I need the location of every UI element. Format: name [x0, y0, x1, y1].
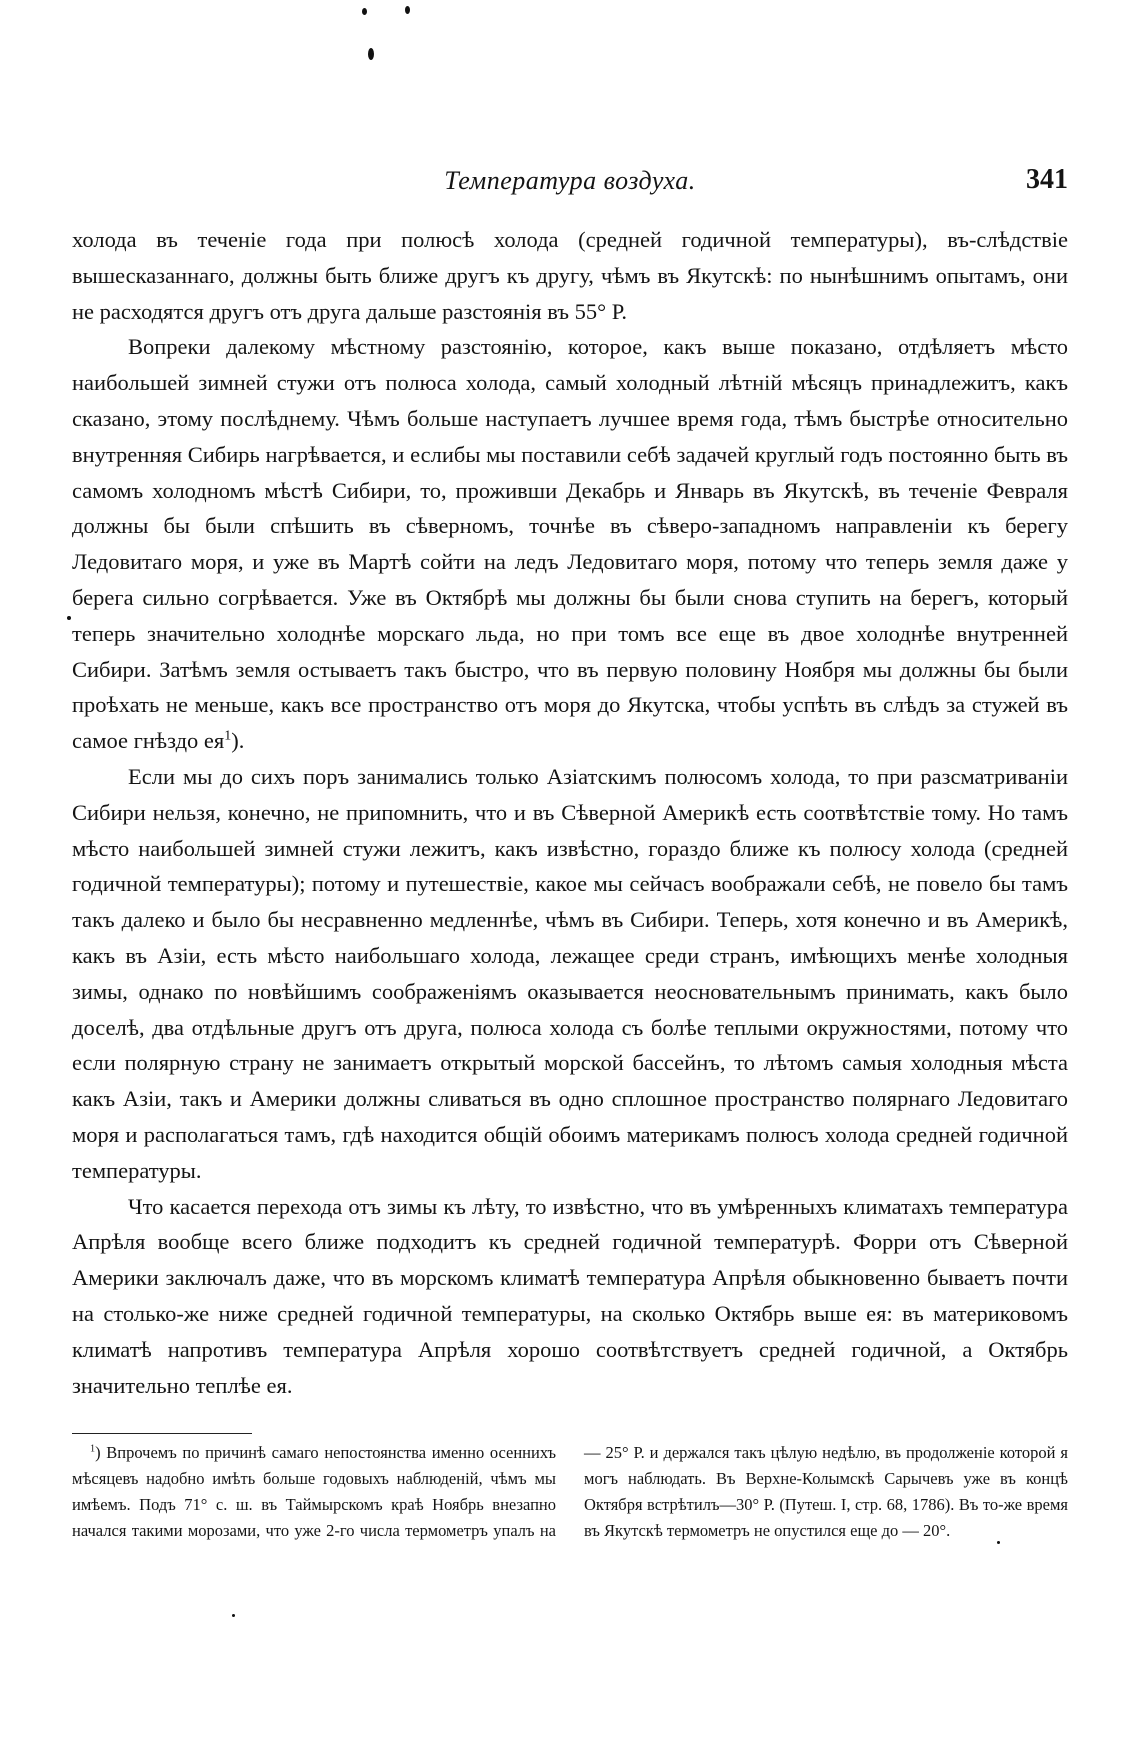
- footnotes: [72, 1440, 1068, 1544]
- footnote-1: [72, 1440, 1068, 1544]
- running-title: Температура воздуха.: [444, 166, 696, 195]
- scan-speck: [362, 8, 367, 15]
- paragraph-4: Что касается перехода отъ зимы къ лѣту, то извѣстно, что въ умѣренныхъ климатахъ температура Апрѣля вообще всего ближе подходитъ къ средней годичной температурѣ. Форри отъ Сѣверной Америки заключалъ даже, что въ морскомъ климатѣ температура Апрѣля обыкновенно бываетъ почти на столько-же ниже средней годичной температуры, на сколько Октябрь выше ея: въ материковомъ климатѣ напротивъ температура Апрѣля хорошо соотвѣтствуетъ средней годичной, а Октябрь значительно теплѣе ея.: [72, 1193, 1068, 1398]
- page-number: 341: [1026, 164, 1068, 195]
- paragraph-1: холода въ теченіе года при полюсѣ холода (средней годичной температуры), въ-слѣдствіе вышесказаннаго, должны быть ближе другъ къ другу, чѣмъ въ Якутскѣ: по нынѣшнимъ опытамъ, они не расходятся другъ отъ друга дальше разстоянія въ 55° Р.: [72, 227, 1068, 324]
- paragraph-2: [72, 329, 1068, 759]
- paragraph-2-end: ).: [231, 728, 245, 754]
- footnote-divider: [72, 1433, 252, 1434]
- footnote-reference[interactable]: 1: [224, 728, 232, 744]
- footnote-marker-suffix: ): [95, 1443, 101, 1462]
- body-text: [72, 222, 1068, 1403]
- scan-speck: [67, 616, 71, 620]
- footnote-text: Впрочемъ по причинѣ самаго непостоянства именно осеннихъ мѣсяцевъ надобно имѣть больше годовыхъ наблюденій, чѣмъ мы имѣемъ. Подъ 71° с. ш. въ Таймырскомъ краѣ Ноябрь внезапно начался такими морозами, что уже 2-го числа термометръ упалъ на — 25° Р. и держался такъ цѣлую недѣлю, въ продолженіе которой я могъ наблюдать. Въ Верхне-Колымскѣ Сарычевъ уже въ концѣ Октября встрѣтилъ—30° Р. (Путеш. I, стр. 68, 1786). Въ то-же время въ Якутскѣ термометръ не опустился еще до — 20°.: [72, 1443, 1068, 1540]
- scan-speck: [405, 6, 410, 14]
- scan-speck: [368, 48, 374, 60]
- footnote-marker: 1: [90, 1443, 96, 1455]
- scan-speck: [232, 1614, 235, 1617]
- paragraph-2-text: Вопреки далекому мѣстному разстоянію, которое, какъ выше показано, отдѣляетъ мѣсто наибольшей зимней стужи отъ полюса холода, самый холодный лѣтній мѣсяцъ принадлежитъ, какъ сказано, этому послѣднему. Чѣмъ больше наступаетъ лучшее время года, тѣмъ быстрѣе относительно внутренняя Сибирь нагрѣвается, и еслибы мы поставили себѣ задачей круглый годъ постоянно быть въ самомъ холодномъ мѣстѣ Сибири, то, проживши Декабрь и Январь въ Якутскѣ, въ теченіе Февраля должны бы были спѣшить въ сѣверномъ, точнѣе въ сѣверо-западномъ направленіи къ берегу Ледовитаго моря, и уже въ Мартѣ сойти на ледъ Ледовитаго моря, потому что теперь земля даже у берега сильно согрѣвается. Уже въ Октябрѣ мы должны бы были снова ступить на берегъ, который теперь значительно холоднѣе морскаго льда, но при томъ все еще въ двое холоднѣе внутренней Сибири. Затѣмъ земля остываетъ такъ быстро, что въ первую половину Ноября мы должны бы были проѣхать не меньше, какъ все пространство отъ моря до Якутска, чтобы успѣть въ слѣдъ за стужей въ самое гнѣздо ея: [72, 334, 1068, 754]
- paragraph-3: Если мы до сихъ поръ занимались только Азіатскимъ полюсомъ холода, то при разсматриваніи Сибири нельзя, конечно, не припомнить, что и въ Сѣверной Америкѣ есть соотвѣтствіе тому. Но тамъ мѣсто наибольшей зимней стужи лежитъ, какъ извѣстно, гораздо ближе къ полюсу холода (средней годичной температуры); потому и путешествіе, какое мы сейчасъ воображали себѣ, не повело бы тамъ такъ далеко и было бы несравненно медленнѣе, чѣмъ въ Сибири. Теперь, хотя конечно и въ Америкѣ, какъ въ Азіи, есть мѣсто наибольшаго холода, лежащее среди странъ, имѣющихъ менѣе холодныя зимы, однако по новѣйшимъ соображеніямъ оказывается неосновательнымъ принимать, какъ было доселѣ, два отдѣльные другъ отъ друга, полюса холода съ болѣе теплыми окружностями, потому что если полярную страну не занимаетъ открытый морской бассейнъ, то лѣтомъ самыя холодныя мѣста какъ Азіи, такъ и Америки должны сливаться въ одно сплошное пространство полярнаго Ледовитаго моря и располагаться тамъ, гдѣ находится общій обоимъ материкамъ полюсъ холода средней годичной температуры.: [72, 763, 1068, 1183]
- page-header: [72, 160, 1068, 202]
